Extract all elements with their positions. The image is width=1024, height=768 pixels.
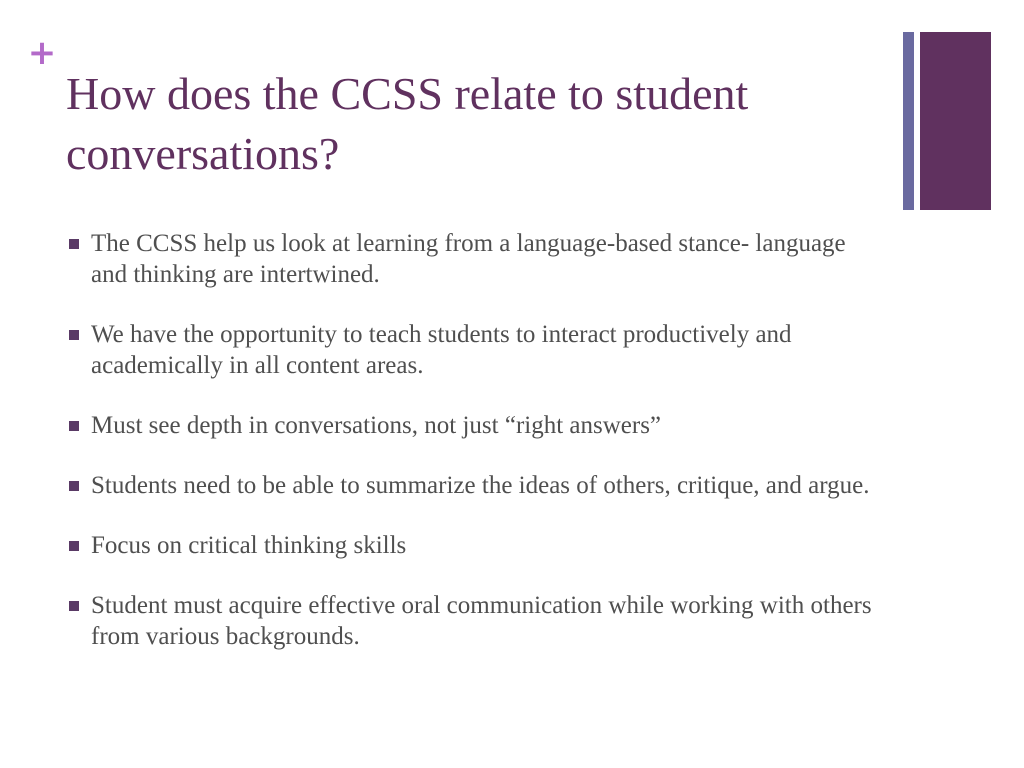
bullet-item — [66, 228, 886, 290]
bullet-item — [66, 590, 886, 652]
square-bullet-icon — [69, 239, 79, 249]
square-bullet-icon — [69, 541, 79, 551]
bullet-item — [66, 470, 886, 501]
bullet-text: We have the opportunity to teach students to interact productively and academically in all content areas. — [91, 321, 792, 379]
bullet-text: Focus on critical thinking skills — [91, 532, 407, 559]
bullet-text: Student must acquire effective oral communication while working with others from various backgrounds. — [91, 592, 872, 650]
bullet-item — [66, 410, 886, 441]
accent-stripe-thin — [903, 32, 914, 210]
slide-title: How does the CCSS relate to student conversations? — [66, 68, 749, 179]
bullet-text: Must see depth in conversations, not just “right answers” — [91, 412, 662, 439]
square-bullet-icon — [69, 481, 79, 491]
bullet-text: The CCSS help us look at learning from a language-based stance- language and thinking are intertwined. — [91, 230, 846, 288]
bullet-item — [66, 319, 886, 381]
square-bullet-icon — [69, 601, 79, 611]
accent-block — [920, 32, 991, 210]
square-bullet-icon — [69, 421, 79, 431]
bullet-item — [66, 530, 886, 561]
bullet-text: Students need to be able to summarize the ideas of others, critique, and argue. — [91, 472, 870, 499]
plus-icon: + — [27, 33, 57, 73]
square-bullet-icon — [69, 330, 79, 340]
bullet-list — [66, 228, 886, 681]
